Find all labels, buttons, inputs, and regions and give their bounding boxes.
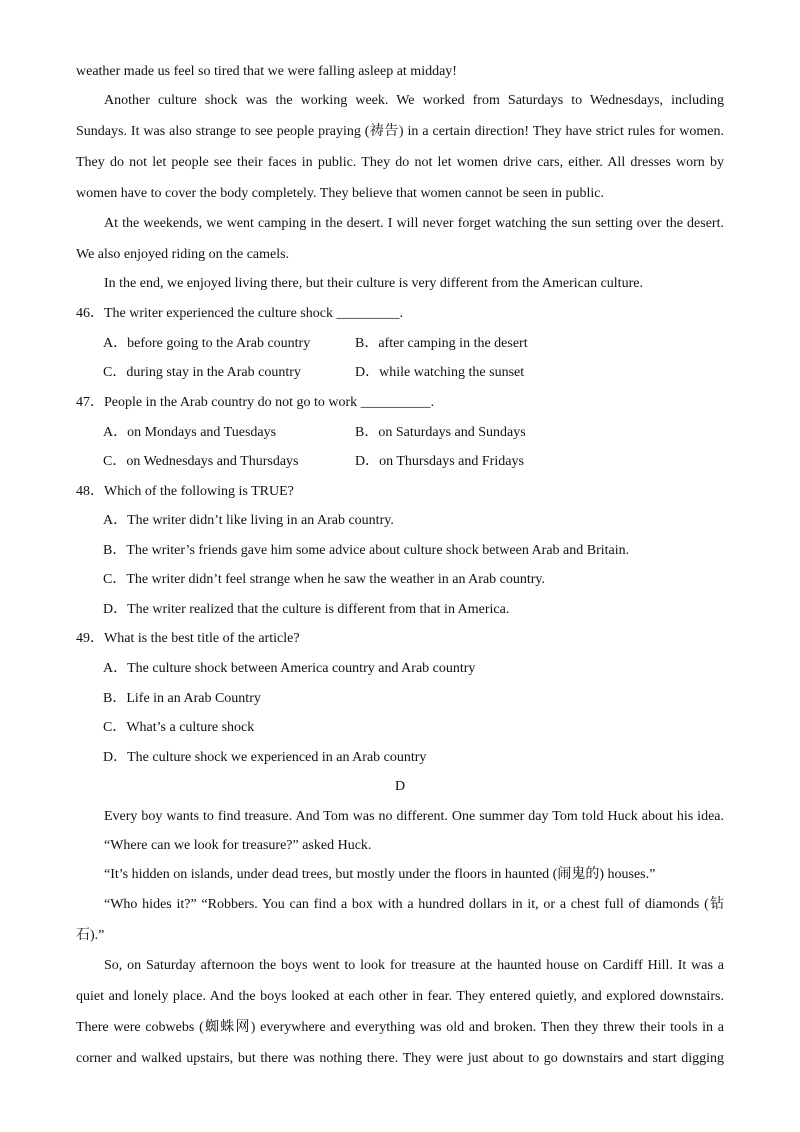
question-option[interactable]: A．on Mondays and Tuesdays bbox=[103, 425, 277, 440]
passage-line: 石).” bbox=[76, 928, 105, 943]
passage-line: corner and walked upstairs, but there was nothing there. They were just about to go downstairs and start digging bbox=[76, 1051, 724, 1066]
question-option[interactable]: C．on Wednesdays and Thursdays bbox=[103, 454, 299, 469]
question-option[interactable]: B．on Saturdays and Sundays bbox=[355, 425, 526, 440]
question-stem: 46．The writer experienced the culture shock _________. bbox=[76, 306, 403, 321]
question-option[interactable]: B．Life in an Arab Country bbox=[103, 691, 261, 706]
passage-line: “Where can we look for treasure?” asked Huck. bbox=[104, 838, 372, 853]
passage-line: At the weekends, we went camping in the desert. I will never forget watching the sun setting over the desert. bbox=[104, 216, 724, 231]
question-option[interactable]: A．The writer didn’t like living in an Arab country. bbox=[103, 513, 394, 528]
question-option[interactable]: A．The culture shock between America country and Arab country bbox=[103, 661, 476, 676]
passage-line: In the end, we enjoyed living there, but their culture is very different from the American culture. bbox=[104, 276, 643, 291]
question-option[interactable]: A．before going to the Arab country bbox=[103, 336, 311, 351]
passage-line: So, on Saturday afternoon the boys went to look for treasure at the haunted house on Cardiff Hill. It was a bbox=[104, 958, 724, 973]
question-option[interactable]: D．The writer realized that the culture is different from that in America. bbox=[103, 602, 510, 617]
section-heading: D bbox=[394, 779, 406, 794]
passage-line: They do not let people see their faces in public. They do not let women drive cars, either. All dresses worn by bbox=[76, 155, 724, 170]
passage-line: “Who hides it?” “Robbers. You can find a box with a hundred dollars in it, or a chest full of diamonds (钻 bbox=[104, 897, 724, 912]
passage-line: There were cobwebs (蜘蛛网) everywhere and everything was old and broken. Then they threw their tools in a bbox=[76, 1020, 724, 1035]
question-option[interactable]: B．after camping in the desert bbox=[355, 336, 528, 351]
passage-line: “It’s hidden on islands, under dead trees, but mostly under the floors in haunted (闹鬼的) houses.” bbox=[104, 867, 656, 882]
question-option[interactable]: C．What’s a culture shock bbox=[103, 720, 255, 735]
question-stem: 47．People in the Arab country do not go to work __________. bbox=[76, 395, 435, 410]
passage-line: quiet and lonely place. And the boys looked at each other in fear. They entered quietly, and explored downstairs. bbox=[76, 989, 724, 1004]
question-option[interactable]: B．The writer’s friends gave him some advice about culture shock between Arab and Britain. bbox=[103, 543, 630, 558]
passage-line: We also enjoyed riding on the camels. bbox=[76, 247, 290, 262]
passage-line: Sundays. It was also strange to see people praying (祷告) in a certain direction! They have strict rules for women. bbox=[76, 124, 724, 139]
question-stem: 48．Which of the following is TRUE? bbox=[76, 484, 294, 499]
question-option[interactable]: D．The culture shock we experienced in an Arab country bbox=[103, 750, 427, 765]
question-option[interactable]: D．on Thursdays and Fridays bbox=[355, 454, 524, 469]
question-option[interactable]: C．The writer didn’t feel strange when he saw the weather in an Arab country. bbox=[103, 572, 546, 587]
passage-line: Every boy wants to find treasure. And Tom was no different. One summer day Tom told Huck about his idea. bbox=[104, 809, 724, 824]
passage-line: women have to cover the body completely. They believe that women cannot be seen in public. bbox=[76, 186, 604, 201]
passage-line: Another culture shock was the working week. We worked from Saturdays to Wednesdays, including bbox=[104, 93, 724, 108]
question-option[interactable]: C．during stay in the Arab country bbox=[103, 365, 301, 380]
question-stem: 49．What is the best title of the article? bbox=[76, 631, 300, 646]
question-option[interactable]: D．while watching the sunset bbox=[355, 365, 525, 380]
passage-line: weather made us feel so tired that we were falling asleep at midday! bbox=[76, 64, 457, 79]
